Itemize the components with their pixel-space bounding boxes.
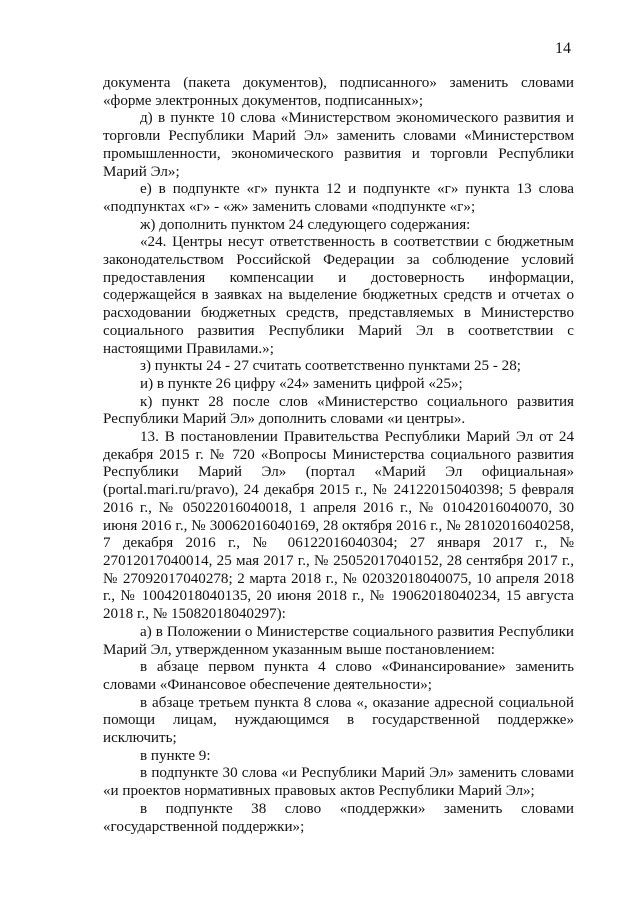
- paragraph: в абзаце первом пункта 4 слово «Финансирование» заменить словами «Финансовое обеспечение деятельности»;: [103, 659, 574, 693]
- page-number: 14: [555, 40, 571, 57]
- paragraph: в подпункте 30 слова «и Республики Марий Эл» заменить словами «и проектов нормативных правовых актов Республики Марий Эл»;: [103, 765, 574, 800]
- paragraph: 13. В постановлении Правительства Республики Марий Эл от 24 декабря 2015 г. № 720 «Вопросы Министерства социального развития Республики Марий Эл» (портал «Марий Эл официальная» (portal.mari.ru/pravo), 24 декабря 2015 г., № 24122015040398; 5 февраля 2016 г., № 05022016040018, 1 апреля 2016 г., № 01042016040070, 30 июня 2016 г., № 30062016040169, 28 октября 2016 г., № 28102016040258, 7 декабря 2016 г., № 06122016040304; 27 января 2017 г., № 27012017040014, 25 мая 2017 г., № 25052017040152, 28 сентября 2017 г., № 27092017040278; 2 марта 2018 г., № 02032018040075, 10 апреля 2018 г., № 10042018040135, 20 июня 2018 г., № 19062018040234, 15 августа 2018 г., № 15082018040297):: [103, 429, 574, 623]
- paragraph: ж) дополнить пунктом 24 следующего содержания:: [140, 216, 471, 233]
- paragraph: в абзаце третьем пункта 8 слова «, оказание адресной социальной помощи лицам, нуждающимся в государственной поддержке» исключить;: [103, 694, 574, 747]
- paragraph: з) пункты 24 - 27 считать соответственно пунктами 25 - 28;: [140, 358, 521, 375]
- paragraph: д) в пункте 10 слова «Министерством экономического развития и торговли Республики Марий Эл» заменить словами «Министерством промышленности, экономического развития и торговли Республики Марий Эл»;: [103, 110, 574, 180]
- paragraph: к) пункт 28 после слов «Министерство социального развития Республики Марий Эл» дополнить словами «и центры».: [103, 393, 574, 428]
- paragraph: документа (пакета документов), подписанного» заменить словами «форме электронных документов, подписанных»;: [103, 75, 574, 109]
- paragraph: и) в пункте 26 цифру «24» заменить цифрой «25»;: [140, 375, 463, 392]
- document-body: [103, 75, 574, 836]
- paragraph: в подпункте 38 слово «поддержки» заменить словами «государственной поддержки»;: [103, 800, 574, 835]
- paragraph: «24. Центры несут ответственность в соответствии с бюджетным законодательством Российской Федерации за соблюдение условий предоставления компенсации и достоверность информации, содержащейся в заявках на выделение бюджетных средств и отчетах о расходовании бюджетных средств, представляемых в Министерство социального развития Республики Марий Эл в соответствии с настоящими Правилами.»;: [103, 234, 574, 357]
- paragraph: е) в подпункте «г» пункта 12 и подпункте «г» пункта 13 слова «подпунктах «г» - «ж» заменить словами «подпункте «г»;: [103, 181, 574, 215]
- paragraph: в пункте 9:: [140, 747, 211, 764]
- paragraph: а) в Положении о Министерстве социального развития Республики Марий Эл, утвержденном указанным выше постановлением:: [103, 623, 574, 658]
